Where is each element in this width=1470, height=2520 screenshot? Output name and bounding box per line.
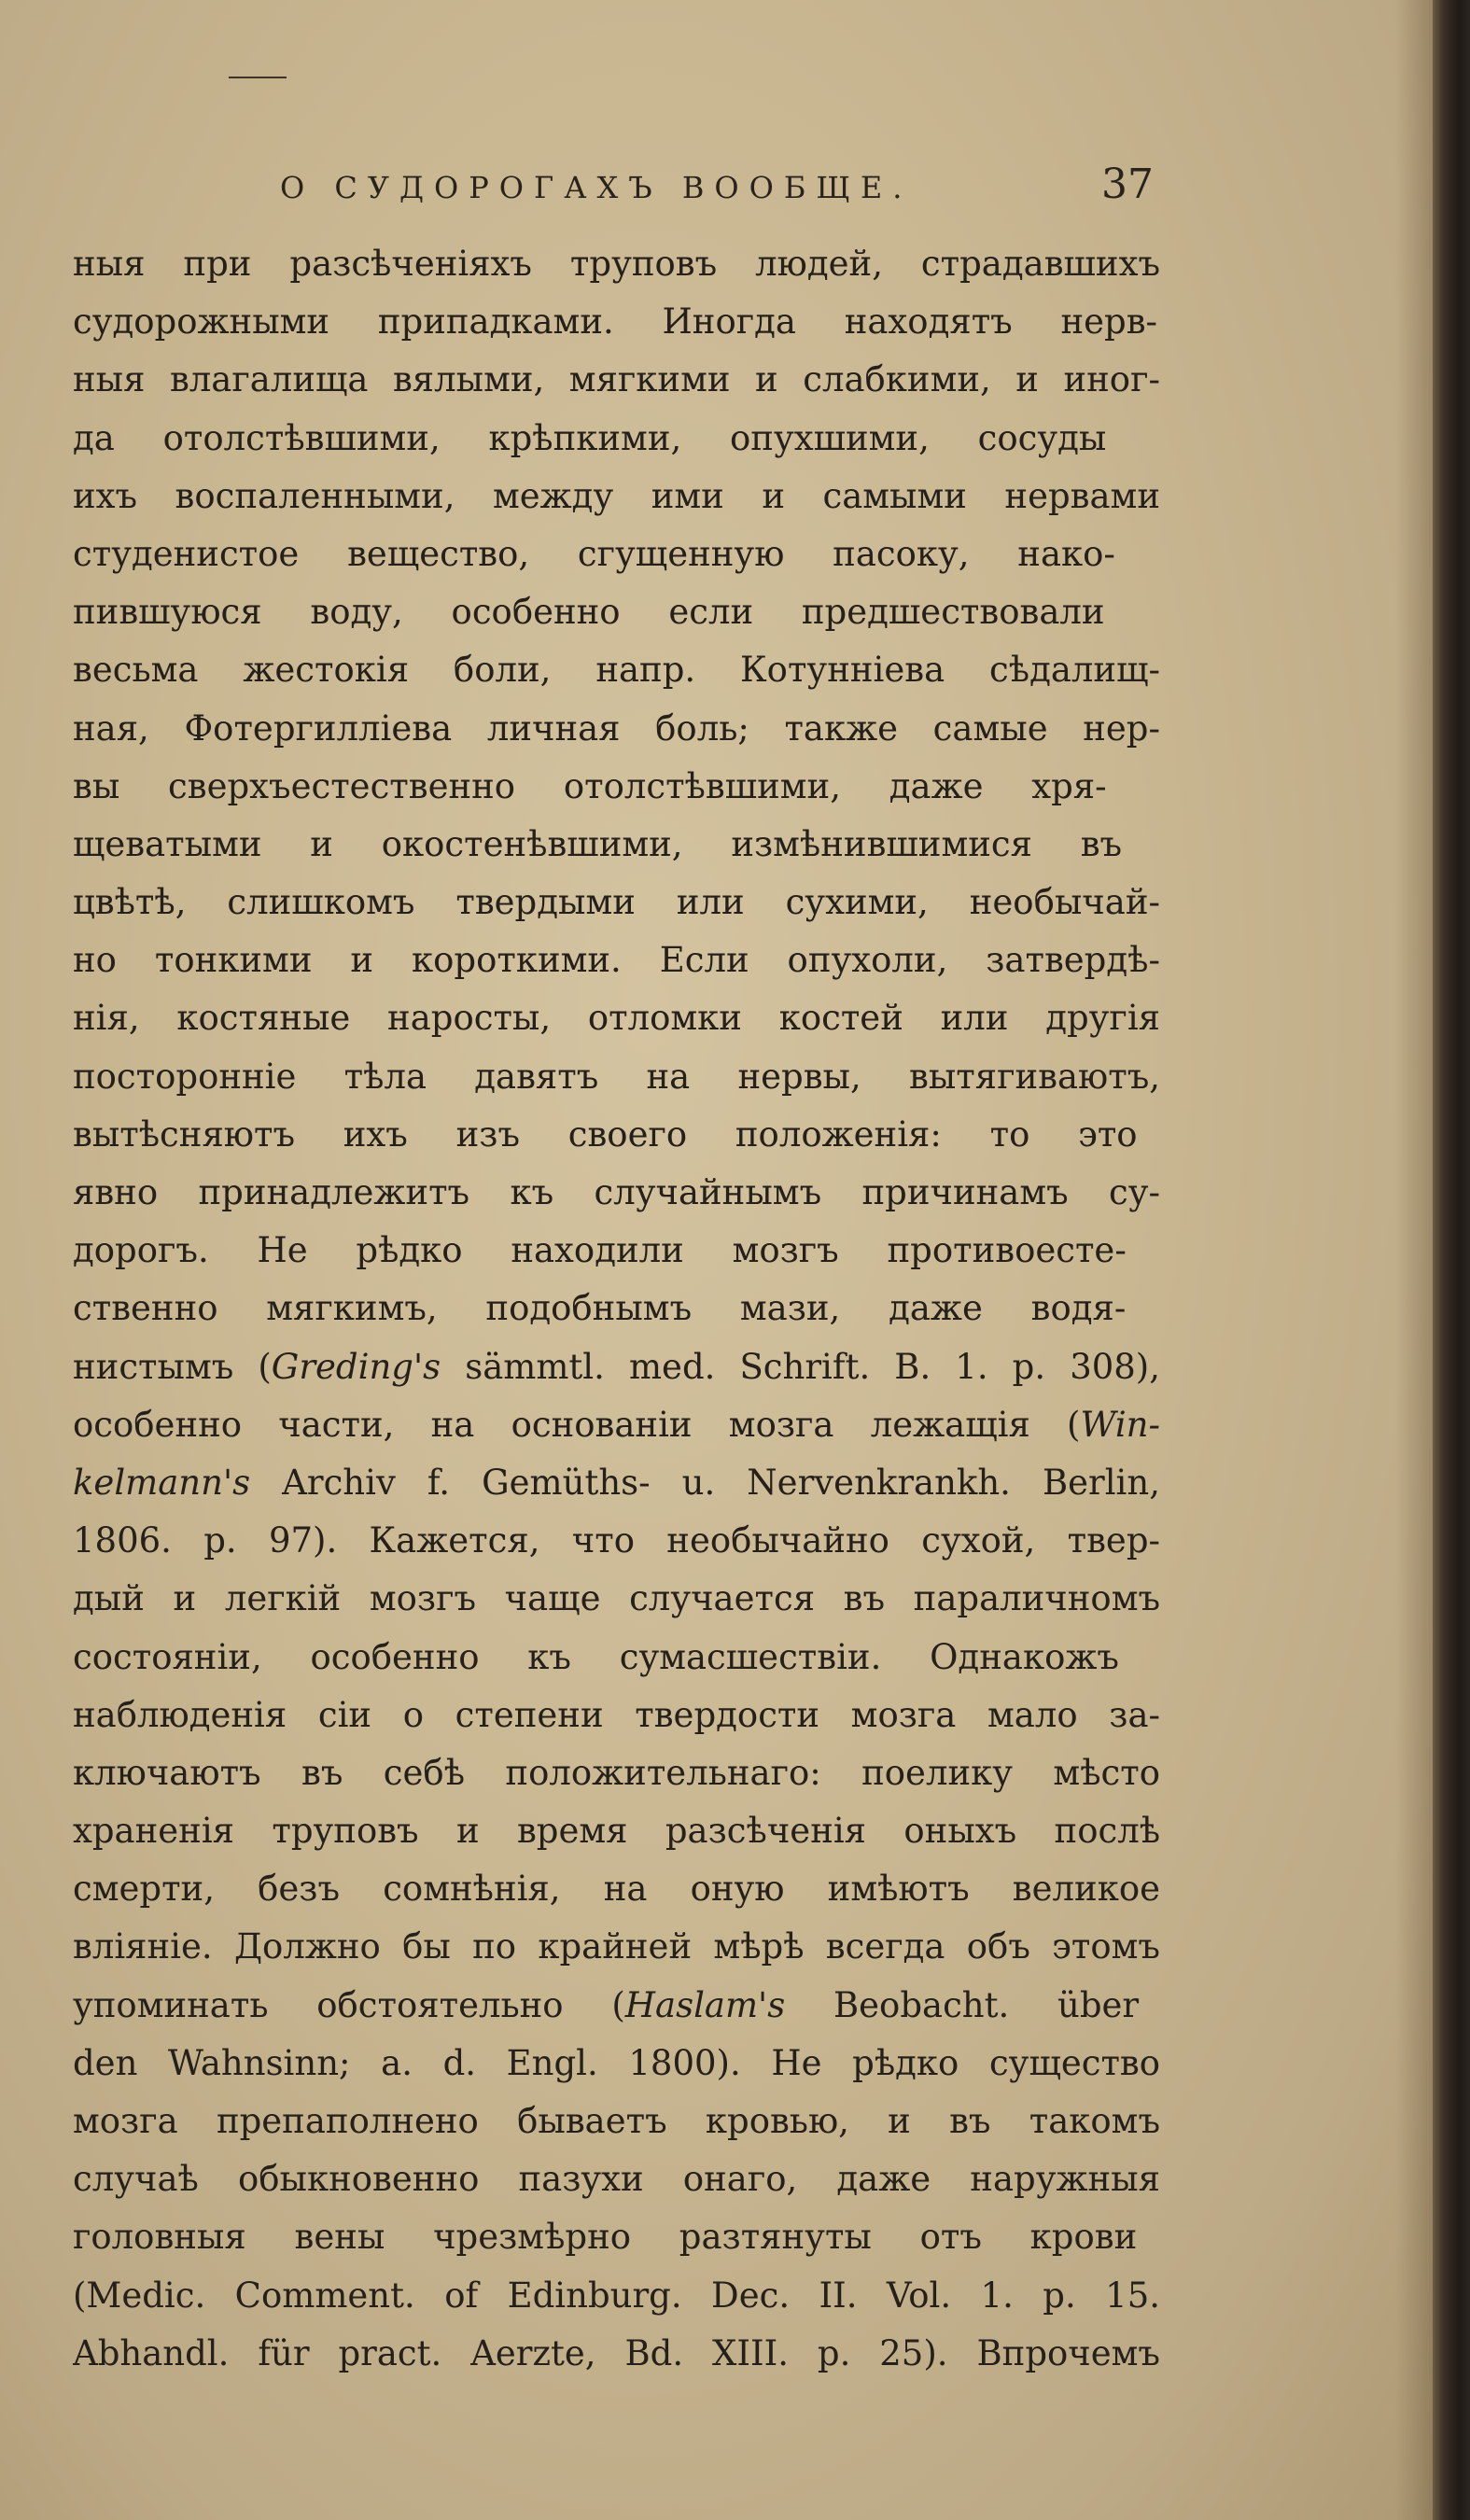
text-segment: судорожными припадками. Иногда находятъ нерв-: [73, 301, 1158, 343]
text-line: [73, 525, 1160, 583]
gutter-shadow: [1395, 0, 1433, 2520]
italic-citation: kelmann's: [73, 1462, 251, 1503]
text-line: [73, 931, 1160, 989]
text-segment: пившуюся воду, особенно если предшествовали: [73, 592, 1105, 633]
body-text: [73, 235, 1160, 2383]
text-segment: головныя вены чрезмѣрно разтянуты отъ крови: [73, 2217, 1138, 2258]
text-line: [73, 758, 1160, 816]
text-line: [73, 1512, 1160, 1570]
text-segment: ныя влагалища вялыми, мягкими и слабкими, и иног-: [73, 359, 1160, 400]
text-line: [73, 641, 1160, 699]
text-line: [73, 2325, 1160, 2383]
text-segment: Abhandl. für pract. Aerzte, Bd. XIII. p. 25). Впрочемъ: [73, 2332, 1160, 2373]
italic-citation: Greding's: [271, 1346, 441, 1387]
text-segment: Archiv f. Gemüths- u. Nervenkrankh. Berlin,: [250, 1462, 1160, 1503]
text-segment: студенистое вещество, сгущенную пасоку, нако-: [73, 533, 1115, 574]
text-segment: наблюденія сіи о степени твердости мозга мало за-: [73, 1694, 1160, 1735]
text-segment: случаѣ обыкновенно пазухи онаго, даже наружныя: [73, 2159, 1160, 2200]
text-segment: мозга препаполнено бываетъ кровью, и въ такомъ: [73, 2101, 1160, 2141]
text-line: [73, 293, 1160, 351]
text-segment: посторонніе тѣла давятъ на нервы, вытягиваютъ,: [73, 1056, 1160, 1097]
text-line: [73, 2035, 1160, 2093]
text-line: [73, 1802, 1160, 1860]
text-segment: да отолстѣвшими, крѣпкими, опухшими, сосуды: [73, 417, 1107, 458]
text-segment: особенно части, на основаніи мозга лежащія (: [73, 1404, 1081, 1445]
text-segment: дорогъ. Не рѣдко находили мозгъ противоесте-: [73, 1230, 1127, 1271]
text-line: [73, 1048, 1160, 1106]
text-segment: ственно мягкимъ, подобнымъ мази, даже водя-: [73, 1288, 1127, 1329]
text-segment: ихъ воспаленными, между ими и самыми нервами: [73, 475, 1160, 516]
running-title: О СУДОРОГАХЪ ВООБЩЕ.: [280, 170, 913, 205]
text-line: [73, 700, 1160, 758]
text-segment: ная, Фотергилліева личная боль; также самые нер-: [73, 707, 1160, 749]
text-segment: весьма жестокія боли, напр. Котунніева сѣдалищ-: [73, 650, 1160, 691]
text-line: [73, 1454, 1160, 1512]
text-line: [73, 1918, 1160, 1976]
running-header: [280, 161, 1176, 217]
text-line: [73, 1629, 1160, 1687]
top-rule-mark: [229, 77, 287, 78]
text-segment: упоминать обстоятельно (: [73, 1984, 625, 2025]
page-number: 37: [1101, 161, 1154, 208]
text-line: [73, 2208, 1160, 2266]
text-line: [73, 1977, 1160, 2035]
text-segment: нистымъ (: [73, 1346, 272, 1387]
italic-citation: Win-: [1080, 1404, 1160, 1445]
text-segment: цвѣтѣ, слишкомъ твердыми или сухими, необычай-: [73, 882, 1160, 923]
text-line: [73, 583, 1160, 641]
text-line: [73, 1687, 1160, 1744]
text-line: [73, 1744, 1160, 1802]
book-binding-edge: [1433, 0, 1470, 2520]
text-segment: но тонкими и короткими. Если опухоли, затвердѣ-: [73, 940, 1160, 981]
text-segment: Beobacht. über: [785, 1984, 1140, 2025]
text-segment: den Wahnsinn; a. d. Engl. 1800). Не рѣдко существо: [73, 2042, 1160, 2083]
text-segment: вліяніе. Должно бы по крайней мѣрѣ всегда объ этомъ: [73, 1926, 1160, 1967]
text-line: [73, 235, 1160, 293]
text-line: [73, 1106, 1160, 1164]
text-segment: явно принадлежитъ къ случайнымъ причинамъ су-: [73, 1172, 1160, 1212]
text-segment: дый и легкій мозгъ чаще случается въ параличномъ: [73, 1578, 1160, 1619]
text-segment: 1806. p. 97). Кажется, что необычайно сухой, твер-: [73, 1520, 1160, 1561]
text-line: [73, 1338, 1160, 1396]
text-segment: ключаютъ въ себѣ положительнаго: поелику мѣсто: [73, 1752, 1160, 1793]
text-segment: вытѣсняютъ ихъ изъ своего положенія: то это: [73, 1113, 1138, 1155]
text-segment: щеватыми и окостенѣвшими, измѣнившимися въ: [73, 823, 1123, 864]
text-line: [73, 468, 1160, 525]
text-line: [73, 1396, 1160, 1454]
text-line: [73, 989, 1160, 1047]
text-segment: состояніи, особенно къ сумасшествіи. Однакожъ: [73, 1636, 1119, 1677]
text-segment: sämmtl. med. Schrift. B. 1. p. 308),: [441, 1346, 1160, 1387]
text-line: [73, 1164, 1160, 1222]
text-segment: ныя при разсѣченіяхъ труповъ людей, страдавшихъ: [73, 244, 1160, 284]
text-line: [73, 874, 1160, 931]
text-segment: (Medic. Comment. of Edinburg. Dec. II. Vol. 1. p. 15.: [73, 2275, 1160, 2316]
text-line: [73, 1222, 1160, 1280]
text-line: [73, 1860, 1160, 1918]
text-segment: вы сверхъестественно отолстѣвшими, даже хря-: [73, 765, 1107, 806]
text-segment: храненія труповъ и время разсѣченія оныхъ послѣ: [73, 1811, 1160, 1852]
text-line: [73, 1280, 1160, 1337]
text-line: [73, 2150, 1160, 2208]
italic-citation: Haslam's: [624, 1984, 786, 2025]
text-line: [73, 2267, 1160, 2325]
text-segment: смерти, безъ сомнѣнія, на оную имѣютъ великое: [73, 1869, 1160, 1910]
text-line: [73, 816, 1160, 874]
text-line: [73, 351, 1160, 409]
text-segment: нія, костяные наросты, отломки костей или другія: [73, 998, 1160, 1039]
text-line: [73, 1570, 1160, 1628]
text-line: [73, 2093, 1160, 2150]
text-line: [73, 410, 1160, 468]
